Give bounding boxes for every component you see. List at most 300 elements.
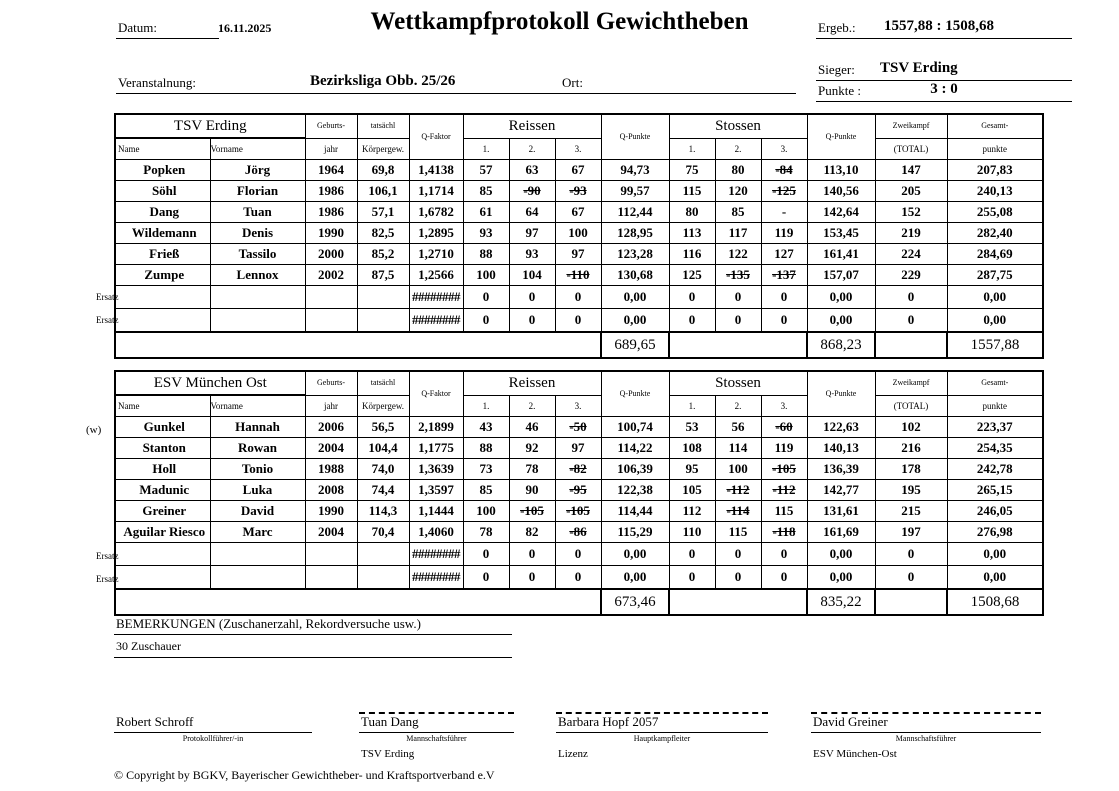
team1-col-stossen: Stossen <box>669 114 807 138</box>
bemerkungen-rule-bottom <box>114 657 512 658</box>
team1-ersatz-1-name <box>115 309 210 333</box>
team2-ersatz-1-qfaktor: ######## <box>409 566 463 590</box>
team2-ersatz-label-2: Ersatz <box>96 574 119 584</box>
team2-total-gesamt: 1508,68 <box>947 589 1043 615</box>
team1-row-3-reissen-3: 100 <box>555 223 601 244</box>
team1-ersatz-1-geburtsjahr <box>305 309 357 333</box>
team1-row-2-stossen-2: 85 <box>715 202 761 223</box>
team2-header-row-top <box>115 371 1043 395</box>
team1-row-5-vorname: Lennox <box>210 265 305 286</box>
team1-row-2-koerpergewicht: 57,1 <box>357 202 409 223</box>
team1-row-4-vorname: Tassilo <box>210 244 305 265</box>
team2-ersatz-0-name <box>115 543 210 566</box>
team1-row-3-reissen-1: 93 <box>463 223 509 244</box>
team1-header-row-bottom <box>115 138 1043 160</box>
team2-row-5-reissen-3: -86 <box>555 522 601 543</box>
team1-ersatz-0-koerpergewicht <box>357 286 409 309</box>
team2-row-1-zweikampf: 216 <box>875 438 947 459</box>
team2-col-gesamtpunkte-bottom: punkte <box>947 395 1043 417</box>
team1-row-2-geburtsjahr: 1986 <box>305 202 357 223</box>
team2-ersatz-1-reissen-3: 0 <box>555 566 601 590</box>
team1-row-0-reissen-2: 63 <box>509 160 555 181</box>
team1-row-2-reissen-1: 61 <box>463 202 509 223</box>
team2-row-2-geburtsjahr: 1988 <box>305 459 357 480</box>
team2-row-5-stossen-2: 115 <box>715 522 761 543</box>
team1-row-2-qfaktor: 1,6782 <box>409 202 463 223</box>
team2-row-3-vorname: Luka <box>210 480 305 501</box>
signature-name-1: Robert Schroff <box>114 714 312 733</box>
team2-ersatz-0-qpunkte-stossen: 0,00 <box>807 543 875 566</box>
team2-row-0-vorname: Hannah <box>210 417 305 438</box>
team2-row-4-reissen-1: 100 <box>463 501 509 522</box>
team1-col-koerpergewicht-top: tatsächl <box>357 114 409 138</box>
team1-row-3-stossen-2: 117 <box>715 223 761 244</box>
team1-col-stossen-2: 2. <box>715 138 761 160</box>
team1-row-1-qfaktor: 1,1714 <box>409 181 463 202</box>
team1-row-4-gesamtpunkte: 284,69 <box>947 244 1043 265</box>
team2-row-3-name: Madunic <box>115 480 210 501</box>
team1-ersatz-0-reissen-2: 0 <box>509 286 555 309</box>
team1-row-0-reissen-1: 57 <box>463 160 509 181</box>
team1-row-0-qpunkte-stossen: 113,10 <box>807 160 875 181</box>
team1-ersatz-1-qpunkte-stossen: 0,00 <box>807 309 875 333</box>
team1-row-0-stossen-2: 80 <box>715 160 761 181</box>
table-row <box>115 223 1043 244</box>
team2-row-4-name: Greiner <box>115 501 210 522</box>
signature-role-3: Hauptkampfleiter <box>633 734 691 743</box>
team1-ersatz-1-reissen-3: 0 <box>555 309 601 333</box>
team1-row-5-reissen-2: 104 <box>509 265 555 286</box>
signature-club-1 <box>114 746 312 748</box>
team2-col-reissen-3: 3. <box>555 395 601 417</box>
team1-row-1-zweikampf: 205 <box>875 181 947 202</box>
ergebnis-value: 1557,88 : 1508,68 <box>884 18 994 34</box>
team2-row-4-qfaktor: 1,1444 <box>409 501 463 522</box>
team2-row-4-gesamtpunkte: 246,05 <box>947 501 1043 522</box>
team1-ersatz-1-zweikampf: 0 <box>875 309 947 333</box>
team2-row-0-qpunkte-reissen: 100,74 <box>601 417 669 438</box>
datum-underline <box>116 38 219 39</box>
team2-row-2-vorname: Tonio <box>210 459 305 480</box>
team1-ersatz-0-qpunkte-stossen: 0,00 <box>807 286 875 309</box>
team2-totals-spacer-2 <box>669 589 807 615</box>
team1-ersatz-1-vorname <box>210 309 305 333</box>
team1-col-gesamtpunkte-bottom: punkte <box>947 138 1043 160</box>
team1-row-5-qpunkte-reissen: 130,68 <box>601 265 669 286</box>
team1-row-2-name: Dang <box>115 202 210 223</box>
team2-col-koerpergewicht-bottom: Körpergew. <box>357 395 409 417</box>
team2-row-5-reissen-1: 78 <box>463 522 509 543</box>
team1-row-2-stossen-1: 80 <box>669 202 715 223</box>
team2-row-0-gesamtpunkte: 223,37 <box>947 417 1043 438</box>
team2-row-4-reissen-2: -105 <box>509 501 555 522</box>
team1-row-0-zweikampf: 147 <box>875 160 947 181</box>
signature-role-2: Mannschaftsführer <box>406 734 467 743</box>
team2-col-reissen-2: 2. <box>509 395 555 417</box>
team2-ersatz-1-geburtsjahr <box>305 566 357 590</box>
team2-row-3-reissen-2: 90 <box>509 480 555 501</box>
team1-ersatz-0-gesamtpunkte: 0,00 <box>947 286 1043 309</box>
team1-row-2-qpunkte-stossen: 142,64 <box>807 202 875 223</box>
team2-ersatz-0-gesamtpunkte: 0,00 <box>947 543 1043 566</box>
team2-col-stossen: Stossen <box>669 371 807 395</box>
team2-row-5-geburtsjahr: 2004 <box>305 522 357 543</box>
team1-ersatz-1-stossen-1: 0 <box>669 309 715 333</box>
team2-row-3-koerpergewicht: 74,4 <box>357 480 409 501</box>
team1-ersatz-1-koerpergewicht <box>357 309 409 333</box>
table-row <box>115 309 1043 333</box>
team2-ersatz-0-stossen-2: 0 <box>715 543 761 566</box>
team1-row-0-reissen-3: 67 <box>555 160 601 181</box>
team1-ersatz-0-stossen-3: 0 <box>761 286 807 309</box>
team2-col-reissen-1: 1. <box>463 395 509 417</box>
team1-ersatz-0-zweikampf: 0 <box>875 286 947 309</box>
team1-row-3-qfaktor: 1,2895 <box>409 223 463 244</box>
team2-ersatz-0-qfaktor: ######## <box>409 543 463 566</box>
team2-col-stossen-3: 3. <box>761 395 807 417</box>
team1-col-stossen-3: 3. <box>761 138 807 160</box>
team2-row-4-koerpergewicht: 114,3 <box>357 501 409 522</box>
table-row <box>115 265 1043 286</box>
team1-row-2-qpunkte-reissen: 112,44 <box>601 202 669 223</box>
punkte-underline <box>816 101 1072 102</box>
team1-row-1-reissen-2: -90 <box>509 181 555 202</box>
signature-role-1: Protokollführer/-in <box>182 734 244 743</box>
signature-block-3 <box>556 712 768 760</box>
team1-row-1-stossen-3: -125 <box>761 181 807 202</box>
team1-row-2-zweikampf: 152 <box>875 202 947 223</box>
team1-row-3-qpunkte-reissen: 128,95 <box>601 223 669 244</box>
team2-row-1-stossen-3: 119 <box>761 438 807 459</box>
team2-row-5-stossen-1: 110 <box>669 522 715 543</box>
team2-row-2-koerpergewicht: 74,0 <box>357 459 409 480</box>
team1-row-1-reissen-3: -93 <box>555 181 601 202</box>
team2-row-5-vorname: Marc <box>210 522 305 543</box>
team1-row-1-gesamtpunkte: 240,13 <box>947 181 1043 202</box>
team1-row-2-vorname: Tuan <box>210 202 305 223</box>
team1-totals-spacer-2 <box>669 332 807 358</box>
bemerkungen-rule-top <box>114 634 512 635</box>
team1-ersatz-label-1: Ersatz <box>96 292 119 302</box>
team1-row-3-zweikampf: 219 <box>875 223 947 244</box>
team2-row-3-stossen-2: -112 <box>715 480 761 501</box>
team1-ersatz-1-stossen-2: 0 <box>715 309 761 333</box>
team1-row-4-stossen-2: 122 <box>715 244 761 265</box>
team2-col-reissen: Reissen <box>463 371 601 395</box>
team2-ersatz-1-qpunkte-reissen: 0,00 <box>601 566 669 590</box>
team1-col-zweikampf-bottom: (TOTAL) <box>875 138 947 160</box>
team1-row-4-stossen-3: 127 <box>761 244 807 265</box>
team2-col-zweikampf-top: Zweikampf <box>875 371 947 395</box>
team2-row-3-zweikampf: 195 <box>875 480 947 501</box>
team2-row-1-stossen-1: 108 <box>669 438 715 459</box>
team2-row-1-name: Stanton <box>115 438 210 459</box>
team2-row-1-reissen-2: 92 <box>509 438 555 459</box>
team2-row-3-stossen-1: 105 <box>669 480 715 501</box>
team2-row-0-geburtsjahr: 2006 <box>305 417 357 438</box>
team1-col-reissen: Reissen <box>463 114 601 138</box>
table-row <box>115 160 1043 181</box>
team1-total-gesamt: 1557,88 <box>947 332 1043 358</box>
team1-col-qpunkte-reissen: Q-Punkte <box>601 114 669 160</box>
team2-row-4-geburtsjahr: 1990 <box>305 501 357 522</box>
table-row <box>115 501 1043 522</box>
table-row <box>115 480 1043 501</box>
team2-row-2-qfaktor: 1,3639 <box>409 459 463 480</box>
team1-ersatz-0-stossen-2: 0 <box>715 286 761 309</box>
team1-row-4-reissen-2: 93 <box>509 244 555 265</box>
team2-row-3-gesamtpunkte: 265,15 <box>947 480 1043 501</box>
team1-col-koerpergewicht-bottom: Körpergew. <box>357 138 409 160</box>
signature-name-2: Tuan Dang <box>359 714 514 733</box>
team2-ersatz-1-koerpergewicht <box>357 566 409 590</box>
team1-col-geburtsjahr-bottom: jahr <box>305 138 357 160</box>
signature-club-2: TSV Erding <box>361 748 415 760</box>
team2-row-0-stossen-2: 56 <box>715 417 761 438</box>
team2-team-name: ESV München Ost <box>115 371 305 395</box>
team1-row-3-gesamtpunkte: 282,40 <box>947 223 1043 244</box>
team2-col-zweikampf-bottom: (TOTAL) <box>875 395 947 417</box>
team1-ersatz-0-stossen-1: 0 <box>669 286 715 309</box>
team1-header-row-top <box>115 114 1043 138</box>
team2-row-1-qpunkte-reissen: 114,22 <box>601 438 669 459</box>
team2-total-reissen: 673,46 <box>601 589 669 615</box>
team2-col-stossen-2: 2. <box>715 395 761 417</box>
team1-total-reissen: 689,65 <box>601 332 669 358</box>
team1-col-reissen-1: 1. <box>463 138 509 160</box>
team2-row-1-stossen-2: 114 <box>715 438 761 459</box>
team1-row-0-vorname: Jörg <box>210 160 305 181</box>
team2-row-2-gesamtpunkte: 242,78 <box>947 459 1043 480</box>
signature-name-4: David Greiner <box>811 714 1041 733</box>
team2-row-2-name: Holl <box>115 459 210 480</box>
team1-row-1-qpunkte-reissen: 99,57 <box>601 181 669 202</box>
team1-row-0-koerpergewicht: 69,8 <box>357 160 409 181</box>
team2-ersatz-0-qpunkte-reissen: 0,00 <box>601 543 669 566</box>
team1-row-1-stossen-2: 120 <box>715 181 761 202</box>
team2-ersatz-1-zweikampf: 0 <box>875 566 947 590</box>
team1-ersatz-1-reissen-2: 0 <box>509 309 555 333</box>
team2-ersatz-0-vorname <box>210 543 305 566</box>
team2-ersatz-1-reissen-2: 0 <box>509 566 555 590</box>
team1-row-4-reissen-3: 97 <box>555 244 601 265</box>
team2-ersatz-1-name <box>115 566 210 590</box>
team1-row-2-stossen-3: - <box>761 202 807 223</box>
team2-row-0-stossen-3: -60 <box>761 417 807 438</box>
team1-row-3-geburtsjahr: 1990 <box>305 223 357 244</box>
team2-ersatz-1-vorname <box>210 566 305 590</box>
team1-totals-spacer-1 <box>115 332 601 358</box>
team1-row-0-qfaktor: 1,4138 <box>409 160 463 181</box>
team2-row-1-qfaktor: 1,1775 <box>409 438 463 459</box>
team2-row-4-stossen-1: 112 <box>669 501 715 522</box>
team1-row-0-qpunkte-reissen: 94,73 <box>601 160 669 181</box>
team1-row-2-reissen-3: 67 <box>555 202 601 223</box>
signature-block-2 <box>359 712 514 760</box>
team1-row-3-stossen-1: 113 <box>669 223 715 244</box>
team2-ersatz-0-reissen-1: 0 <box>463 543 509 566</box>
table-row <box>115 202 1043 223</box>
datum-value: 16.11.2025 <box>218 21 272 35</box>
veranstaltung-label: Veranstalnung: <box>118 75 196 90</box>
team1-total-stossen: 868,23 <box>807 332 875 358</box>
team1-col-gesamtpunkte-top: Gesamt- <box>947 114 1043 138</box>
team1-row-4-stossen-1: 116 <box>669 244 715 265</box>
team2-row-5-qfaktor: 1,4060 <box>409 522 463 543</box>
team2-row-5-qpunkte-reissen: 115,29 <box>601 522 669 543</box>
team1-ersatz-0-qpunkte-reissen: 0,00 <box>601 286 669 309</box>
team2-row-2-qpunkte-reissen: 106,39 <box>601 459 669 480</box>
sieger-label: Sieger: <box>818 62 855 77</box>
team2-row-0-reissen-2: 46 <box>509 417 555 438</box>
team1-row-5-stossen-2: -135 <box>715 265 761 286</box>
team1-row-1-geburtsjahr: 1986 <box>305 181 357 202</box>
team2-row-5-name: Aguilar Riesco <box>115 522 210 543</box>
team2-ersatz-0-zweikampf: 0 <box>875 543 947 566</box>
team1-row-5-koerpergewicht: 87,5 <box>357 265 409 286</box>
team2-row-1-koerpergewicht: 104,4 <box>357 438 409 459</box>
team2-row-2-reissen-3: -82 <box>555 459 601 480</box>
team2-row-2-reissen-1: 73 <box>463 459 509 480</box>
signature-club-4: ESV München-Ost <box>813 748 897 760</box>
team1-col-vorname: Vorname <box>210 138 305 160</box>
team1-col-reissen-3: 3. <box>555 138 601 160</box>
team2-row-0-name: Gunkel <box>115 417 210 438</box>
team2-row-2-stossen-3: -105 <box>761 459 807 480</box>
team2-row-4-stossen-3: 115 <box>761 501 807 522</box>
table-row <box>115 286 1043 309</box>
team1-col-zweikampf-top: Zweikampf <box>875 114 947 138</box>
team1-row-5-reissen-1: 100 <box>463 265 509 286</box>
team2-row-2-reissen-2: 78 <box>509 459 555 480</box>
team2-totals-spacer-3 <box>875 589 947 615</box>
team1-ersatz-label-2: Ersatz <box>96 315 119 325</box>
team1-totals-spacer-3 <box>875 332 947 358</box>
team1-row-1-vorname: Florian <box>210 181 305 202</box>
team1-col-qfaktor: Q-Faktor <box>409 114 463 160</box>
table-row <box>115 417 1043 438</box>
team1-ersatz-0-name <box>115 286 210 309</box>
team1-ersatz-0-qfaktor: ######## <box>409 286 463 309</box>
team1-totals-row <box>115 332 1043 358</box>
table-row <box>115 522 1043 543</box>
team2-row-1-qpunkte-stossen: 140,13 <box>807 438 875 459</box>
signature-role-4: Mannschaftsführer <box>895 734 957 743</box>
team1-col-qpunkte-stossen: Q-Punkte <box>807 114 875 160</box>
team2-row-4-qpunkte-stossen: 131,61 <box>807 501 875 522</box>
team2-totals-spacer-1 <box>115 589 601 615</box>
team2-row-0-reissen-3: -50 <box>555 417 601 438</box>
team2-row-2-stossen-1: 95 <box>669 459 715 480</box>
team2-row-1-gesamtpunkte: 254,35 <box>947 438 1043 459</box>
team2-ersatz-0-reissen-3: 0 <box>555 543 601 566</box>
team2-col-vorname: Vorname <box>210 395 305 417</box>
team2-row-1-reissen-1: 88 <box>463 438 509 459</box>
team1-col-geburtsjahr-top: Geburts- <box>305 114 357 138</box>
team2-col-geburtsjahr-top: Geburts- <box>305 371 357 395</box>
team2-row-0-koerpergewicht: 56,5 <box>357 417 409 438</box>
team2-row-1-reissen-3: 97 <box>555 438 601 459</box>
team1-row-3-name: Wildemann <box>115 223 210 244</box>
team2-row-4-vorname: David <box>210 501 305 522</box>
team2-row-2-qpunkte-stossen: 136,39 <box>807 459 875 480</box>
team1-row-4-qpunkte-reissen: 123,28 <box>601 244 669 265</box>
team2-ersatz-label-1: Ersatz <box>96 551 119 561</box>
team1-row-4-geburtsjahr: 2000 <box>305 244 357 265</box>
team1-ersatz-0-vorname <box>210 286 305 309</box>
team1-row-0-geburtsjahr: 1964 <box>305 160 357 181</box>
copyright-notice: © Copyright by BGKV, Bayerischer Gewichtheber- und Kraftsportverband e.V <box>114 768 495 782</box>
signature-club-3: Lizenz <box>558 748 588 760</box>
team1-row-1-qpunkte-stossen: 140,56 <box>807 181 875 202</box>
team1-row-4-name: Frieß <box>115 244 210 265</box>
team2-row-4-reissen-3: -105 <box>555 501 601 522</box>
team1-ersatz-1-gesamtpunkte: 0,00 <box>947 309 1043 333</box>
table-row <box>115 459 1043 480</box>
team1-row-5-stossen-1: 125 <box>669 265 715 286</box>
team1-row-1-stossen-1: 115 <box>669 181 715 202</box>
team2-row-0-qfaktor: 2,1899 <box>409 417 463 438</box>
team1-row-2-gesamtpunkte: 255,08 <box>947 202 1043 223</box>
table-row <box>115 438 1043 459</box>
team2-ersatz-1-gesamtpunkte: 0,00 <box>947 566 1043 590</box>
team1-row-3-qpunkte-stossen: 153,45 <box>807 223 875 244</box>
signature-block-1 <box>114 712 312 748</box>
team1-row-4-qpunkte-stossen: 161,41 <box>807 244 875 265</box>
team2-col-qpunkte-reissen: Q-Punkte <box>601 371 669 417</box>
team2-total-stossen: 835,22 <box>807 589 875 615</box>
table-row <box>115 244 1043 265</box>
team1-row-0-name: Popken <box>115 160 210 181</box>
team2-row-1-geburtsjahr: 2004 <box>305 438 357 459</box>
team2-ersatz-1-stossen-1: 0 <box>669 566 715 590</box>
team1-col-name: Name <box>115 138 210 160</box>
team2-header-row-bottom <box>115 395 1043 417</box>
team1-row-4-reissen-1: 88 <box>463 244 509 265</box>
team1-row-0-stossen-1: 75 <box>669 160 715 181</box>
team1-row-5-geburtsjahr: 2002 <box>305 265 357 286</box>
team2-row-2-stossen-2: 100 <box>715 459 761 480</box>
table-row <box>115 543 1043 566</box>
team1-team-name: TSV Erding <box>115 114 305 138</box>
team2-row-4-stossen-2: -114 <box>715 501 761 522</box>
team1-row-5-name: Zumpe <box>115 265 210 286</box>
team2-row-0-zweikampf: 102 <box>875 417 947 438</box>
punkte-value: 3 : 0 <box>930 81 958 97</box>
team2-row-1-vorname: Rowan <box>210 438 305 459</box>
team1-row-1-name: Söhl <box>115 181 210 202</box>
signature-name-3: Barbara Hopf 2057 <box>556 714 768 733</box>
ort-label: Ort: <box>562 75 583 90</box>
team1-ersatz-1-stossen-3: 0 <box>761 309 807 333</box>
team1-row-5-zweikampf: 229 <box>875 265 947 286</box>
bemerkungen-text: 30 Zuschauer <box>116 639 181 653</box>
team2-row-3-geburtsjahr: 2008 <box>305 480 357 501</box>
team1-row-5-reissen-3: -110 <box>555 265 601 286</box>
team1-row-3-reissen-2: 97 <box>509 223 555 244</box>
team2-row-5-qpunkte-stossen: 161,69 <box>807 522 875 543</box>
team2-row-5-reissen-2: 82 <box>509 522 555 543</box>
team1-ersatz-1-qpunkte-reissen: 0,00 <box>601 309 669 333</box>
table-row <box>115 566 1043 590</box>
team1-ersatz-0-reissen-3: 0 <box>555 286 601 309</box>
team1-col-reissen-2: 2. <box>509 138 555 160</box>
team2-col-koerpergewicht-top: tatsächl <box>357 371 409 395</box>
team2-row-5-zweikampf: 197 <box>875 522 947 543</box>
team1-row-4-koerpergewicht: 85,2 <box>357 244 409 265</box>
team2-ersatz-0-koerpergewicht <box>357 543 409 566</box>
team2-col-gesamtpunkte-top: Gesamt- <box>947 371 1043 395</box>
